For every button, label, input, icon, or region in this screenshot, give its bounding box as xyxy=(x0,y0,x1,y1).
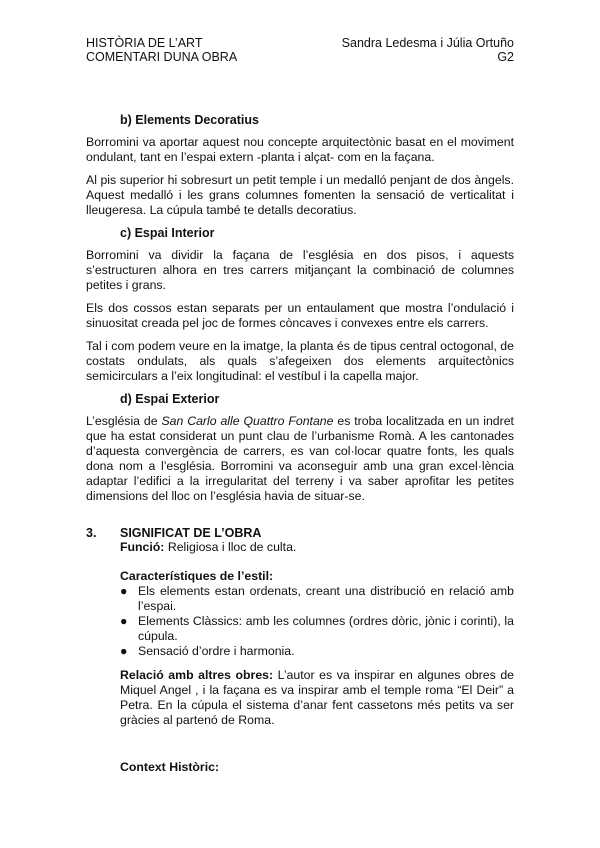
section-number: 3. xyxy=(86,526,97,540)
relacio-text: L’autor es va inspirar en algunes obres de Miquel Angel , i la façana es va inspirar amb el temple roma “El Deir” a Petra. En la cúpula el sistema d’anar fent cassetons més petits va ser gràcies al partenó de Roma. xyxy=(120,668,514,727)
heading-espai-interior: c) Espai Interior xyxy=(120,226,215,240)
bullet-icon: ● xyxy=(120,644,128,658)
paragraph-exterior xyxy=(86,414,514,504)
list-item: ● Elements Clàssics: amb les columnes (ordres dòric, jònic i corinti), la cúpula. xyxy=(120,614,514,643)
section-significat-heading xyxy=(86,526,514,540)
caracteristiques-label: Característiques de l’estil: xyxy=(120,569,274,583)
paragraph-interior-1: Borromini va dividir la façana de l’església en dos pisos, i aquests s’estructuren alhora en tres carrers mitjançant la combinació de columnes petites i grans. xyxy=(86,248,514,292)
bullet-icon: ● xyxy=(120,584,128,598)
caracteristiques-list xyxy=(120,584,514,659)
header-group: G2 xyxy=(497,50,514,64)
page-header-right xyxy=(342,36,514,64)
paragraph-interior-3: Tal i com podem veure en la imatge, la planta és de tipus central octogonal, de costats ondulats, als quals s’afegeixen dos elements arquitectònics semicirculars a l’eix longitudinal: el vestíbul i la capella major. xyxy=(86,339,514,383)
page-header-left xyxy=(86,36,237,64)
church-name-italic: San Carlo alle Quattro Fontane xyxy=(161,414,334,428)
list-item: ● Els elements estan ordenats, creant una distribució en relació amb l’espai. xyxy=(120,584,514,613)
heading-elements-decoratius: b) Elements Decoratius xyxy=(120,113,259,127)
relacio-paragraph xyxy=(120,668,514,728)
funcio-label: Funció: xyxy=(120,540,165,554)
list-item: ● Sensació d’ordre i harmonia. xyxy=(120,644,295,658)
paragraph-decoratius-2: Al pis superior hi sobresurt un petit temple i un medalló penjant de dos àngels. Aquest medalló i les grans columnes fomenten la sensació de verticalitat i lleugeresa. La cúpula també te detalls decoratius. xyxy=(86,173,514,217)
paragraph-decoratius-1: Borromini va aportar aquest nou concepte arquitectònic basat en el moviment ondulant, tant en l’espai extern -planta i alçat- com en la façana. xyxy=(86,135,514,164)
bullet-icon: ● xyxy=(120,614,128,628)
exterior-text-start: L’església de xyxy=(86,414,162,428)
context-historic-label: Context Històric: xyxy=(120,760,220,774)
funcio-text: Religiosa i lloc de culta. xyxy=(164,540,297,554)
paragraph-interior-2: Els dos cossos estan separats per un entaulament que mostra l’ondulació i sinuositat creada pel joc de formes còncaves i convexes entre els carrers. xyxy=(86,301,514,330)
exterior-text-rest: es troba localitzada en un indret que ha estat considerat un punt clau de l’urbanisme Romà. A les cantonades d’aquesta convergència de carrers, es van col·locar quatre fonts, les quals dona nom a l’església. Borromini va aconseguir amb una gran excel·lència adaptar l’edifici a la irregularitat del terreny i va saber aprofitar les petites dimensions del lloc on l’església havia de situar-se. xyxy=(86,414,514,503)
heading-espai-exterior: d) Espai Exterior xyxy=(120,392,220,406)
header-doc-type: COMENTARI DUNA OBRA xyxy=(86,50,238,64)
header-authors: Sandra Ledesma i Júlia Ortuño xyxy=(341,36,514,50)
document-body xyxy=(86,113,514,783)
header-subject: HISTÒRIA DE L’ART xyxy=(86,36,203,50)
section-title: SIGNIFICAT DE L’OBRA xyxy=(120,526,262,540)
funcio-line xyxy=(120,540,514,555)
relacio-label: Relació amb altres obres: xyxy=(120,668,274,682)
